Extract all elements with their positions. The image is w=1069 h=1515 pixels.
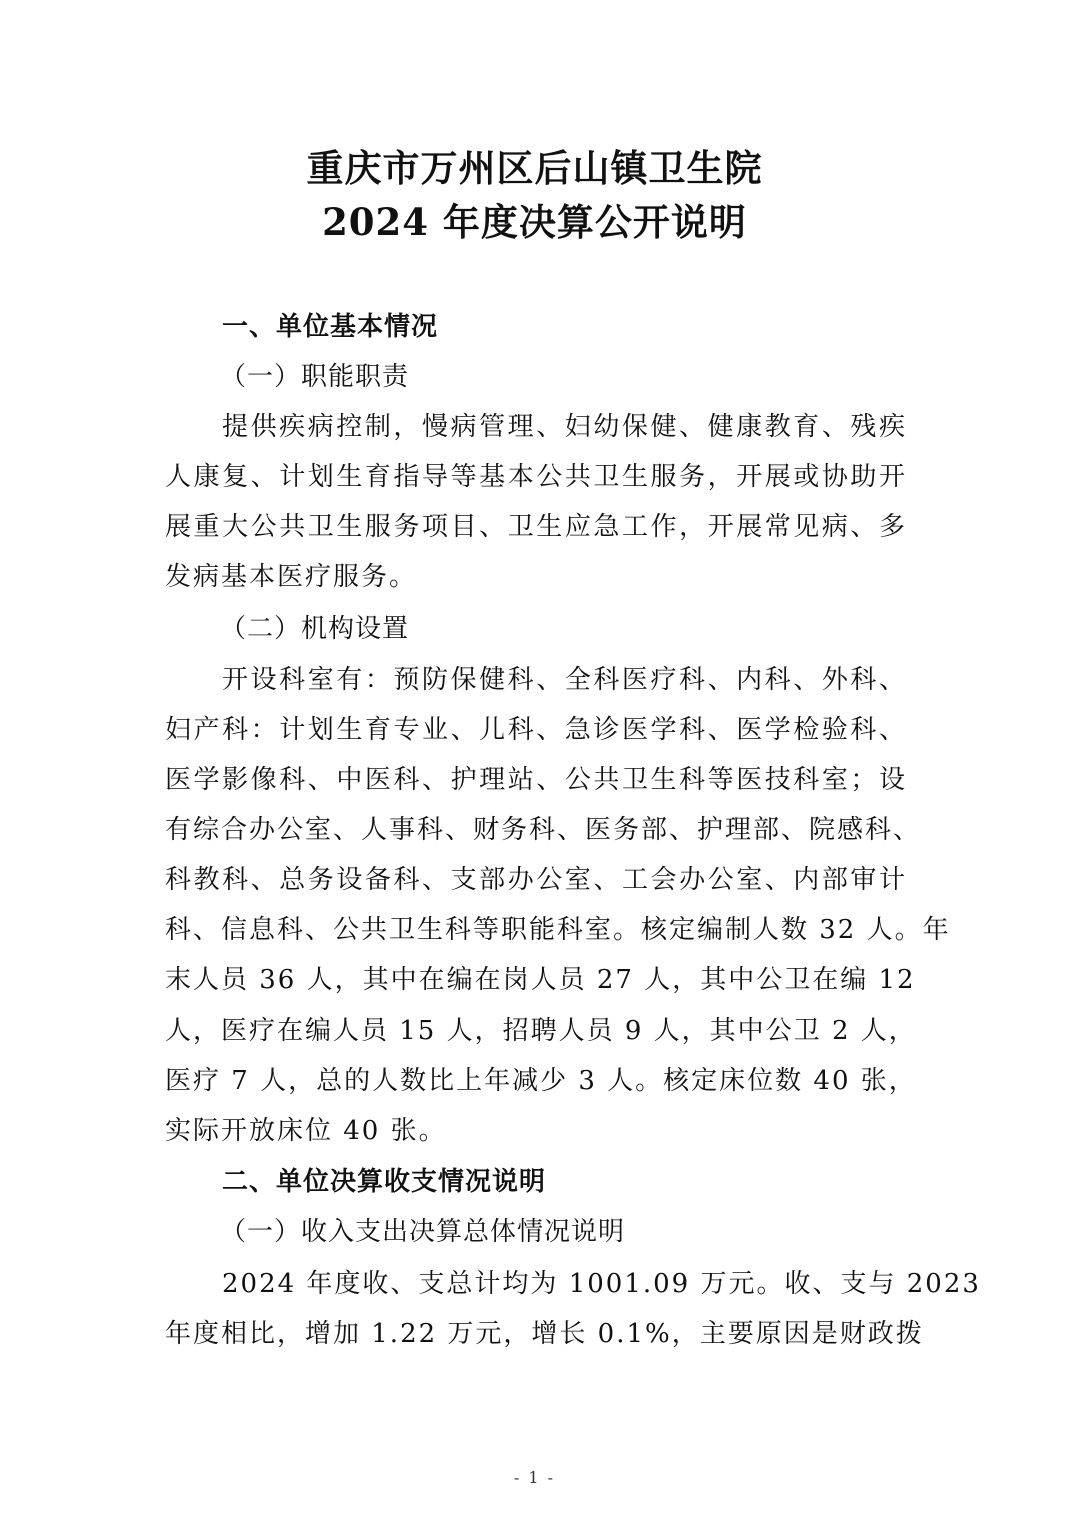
paragraph-line: 科教科、总务设备科、支部办公室、工会办公室、内部审计 [165,865,907,895]
subsection-heading-organization: （二）机构设置 [220,614,410,644]
paragraph-line: 展重大公共卫生服务项目、卫生应急工作，开展常见病、多 [165,512,907,542]
paragraph-line: 实际开放床位 40 张。 [165,1116,447,1146]
paragraph-line: 末人员 36 人，其中在编在岗人员 27 人，其中公卫在编 12 [165,965,916,995]
paragraph-line: 人康复、计划生育指导等基本公共卫生服务，开展或协助开 [165,462,907,492]
paragraph-line: 发病基本医疗服务。 [165,562,418,592]
paragraph-line: 科、信息科、公共卫生科等职能科室。核定编制人数 32 人。年 [165,915,951,945]
page-number: - 1 - [513,1468,556,1487]
paragraph-line: 人，医疗在编人员 15 人，招聘人员 9 人，其中公卫 2 人， [165,1016,917,1046]
paragraph-line: 开设科室有：预防保健科、全科医疗科、内科、外科、 [222,665,907,695]
subsection-heading-overall: （一）收入支出决算总体情况说明 [220,1217,626,1247]
paragraph-line: 2024 年度收、支总计均为 1001.09 万元。收、支与 2023 [222,1269,981,1299]
paragraph-line: 妇产科：计划生育专业、儿科、急诊医学科、医学检验科、 [165,715,907,745]
document-title-line2: 2024 年度决算公开说明 [322,200,747,244]
paragraph-line: 医疗 7 人，总的人数比上年减少 3 人。核定床位数 40 张， [165,1066,917,1096]
document-title-line1: 重庆市万州区后山镇卫生院 [306,146,763,190]
section-heading-basic-info: 一、单位基本情况 [222,312,439,342]
paragraph-line: 提供疾病控制，慢病管理、妇幼保健、健康教育、残疾 [222,412,907,442]
paragraph-line: 年度相比，增加 1.22 万元，增长 0.1%，主要原因是财政拨 [165,1319,924,1349]
paragraph-line: 有综合办公室、人事科、财务科、医务部、护理部、院感科、 [165,815,922,845]
section-heading-budget: 二、单位决算收支情况说明 [222,1167,547,1197]
paragraph-line: 医学影像科、中医科、护理站、公共卫生科等医技科室；设 [165,765,907,795]
subsection-heading-duties: （一）职能职责 [220,362,410,392]
